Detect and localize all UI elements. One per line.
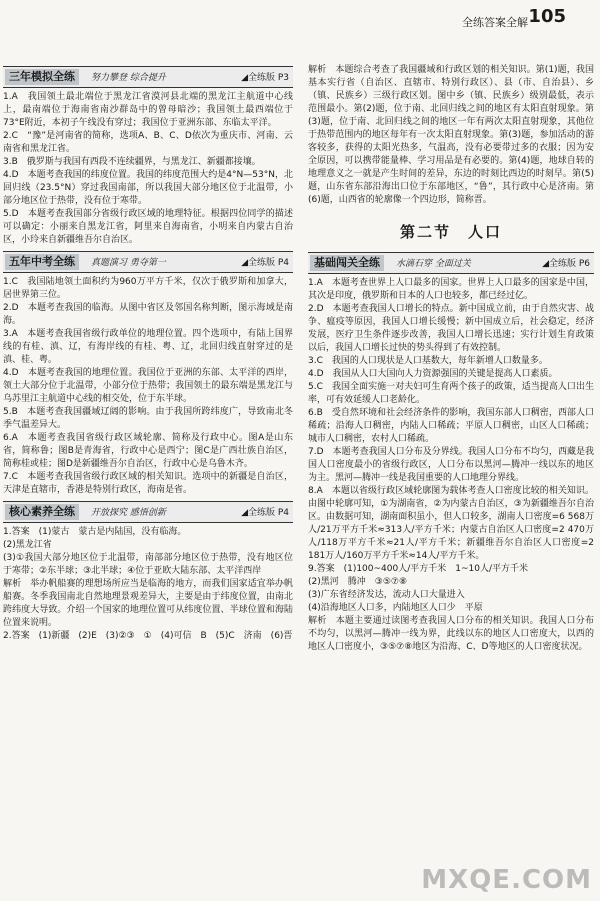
- answer-paragraph: 6.B 受自然环境和社会经济条件的影响，我国东部人口稠密，西部人口稀疏；沿海人口稠密，内陆人口稀疏；平原人口稠密，山区人口稀疏；城市人口稠密，农村人口稀疏。: [308, 408, 594, 444]
- page-header: [0, 6, 600, 30]
- answer-paragraph: 7.C 本题考查我国省级行政区域的相关知识。选项中的新疆是自治区，天津是直辖市，香港是特别行政区，海南是省。: [3, 472, 293, 495]
- section-label: 核心素养全练: [5, 504, 79, 520]
- section-bar: [3, 501, 293, 523]
- answer-paragraph: 4.D 我国从人口大国向人力资源强国的关键是提高人口素质。: [308, 369, 558, 379]
- answer-paragraph: 4.D 本题考查我国的纬度位置。我国的纬度范围大约是4°N—53°N，北回归线（23.5°N）穿过我国南部，所以我国大部分地区位于北温带，小部分地区位于热带，没有位于寒带。: [3, 170, 293, 206]
- answer-paragraph: (4)沿海地区人口多，内陆地区人口少 平原: [308, 603, 483, 613]
- answer-paragraph: 解析 举办帆船赛的理想场所应当是临海的地方，而我们国家适宜举办帆船赛。冬季我国南北自然地理景观差异大，主要是由于纬度位置，由南北跨纬度大导致。介绍一个国家的地理位置可从纬度位置、半球位置和海陆位置来说明。: [3, 579, 293, 628]
- section-tagline: 开放探究 感悟创新: [91, 508, 166, 518]
- answer-paragraph: 5.B 本题考查我国疆域辽阔的影响。由于我国所跨纬度广，导致南北冬季气温差异大。: [3, 407, 293, 430]
- watermark: MXQE.COM: [421, 865, 592, 895]
- answer-paragraph: 3.C 我国的人口现状是人口基数大，每年新增人口数量多。: [308, 356, 548, 366]
- answer-paragraph: (2)黑龙江省: [3, 540, 52, 550]
- answer-paragraph: 2.D 本题考查我国人口增长的特点。新中国成立前，由于自然灾害、战争、瘟疫等原因，我国人口增长缓慢；新中国成立后，社会稳定，经济发展，医疗卫生条件逐步改善，我国人口增长迅速；实行计划生育政策以后，我国人口增长过快的势头得到了有效控制。: [308, 304, 594, 353]
- page-number: 105: [528, 6, 566, 27]
- left-column: [3, 62, 293, 643]
- answer-paragraph: (3)广东省经济发达，流动人口大量进入: [308, 590, 465, 600]
- answer-paragraph: 1.C 我国陆地领土面积约为960万平方千米，仅次于俄罗斯和加拿大，居世界第三位。: [3, 277, 293, 300]
- answer-paragraph: 2.答案 (1)新疆 (2)E (3)②③ ① (4)可信 B (5)C 济南 (6)晋: [3, 631, 293, 641]
- section-label: 三年模拟全练: [5, 69, 79, 85]
- section-bar: [308, 252, 594, 274]
- header-title: 全练答案全解: [462, 16, 528, 29]
- answer-paragraph: 3.B 俄罗斯与我国有西段不连续疆界，与黑龙江、新疆都接壤。: [3, 157, 261, 167]
- answer-paragraph: 2.C “豫”是河南省的简称，选项A、B、C、D依次为重庆市、河南、云南省和黑龙江省。: [3, 131, 293, 154]
- answer-paragraph: 1.A 我国领土最北端位于黑龙江省漠河县北端的黑龙江主航道中心线上，最南端位于海南省南沙群岛中的曾母暗沙；我国领土最西端位于73°E附近，本初子午线没有穿过；我国位于亚洲东部、东临太平洋。: [3, 92, 293, 128]
- section-page-ref: ◢全练版 P4: [241, 508, 289, 518]
- section-tagline: 努力攀登 综合提升: [91, 73, 166, 83]
- answer-paragraph: 1.答案 (1)蒙古 蒙古是内陆国，没有临海。: [3, 527, 187, 537]
- section-label: 基础闯关全练: [310, 255, 384, 271]
- answer-paragraph: 1.A 本题考查世界上人口最多的国家。世界上人口最多的国家是中国，其次是印度，俄罗斯和日本的人口也较多，都已经过亿。: [308, 278, 594, 301]
- answer-paragraph: (3)①我国大部分地区位于北温带，南部部分地区位于热带，没有地区位于寒带；②东半球；③北半球；④位于亚欧大陆东部、太平洋西岸: [3, 553, 293, 576]
- section-tagline: 真题演习 勇夺第一: [91, 258, 166, 268]
- answer-paragraph: 9.答案 (1)100~400人/平方千米 1~10人/平方千米: [308, 564, 529, 574]
- answer-paragraph: 解析 本题综合考查了我国疆域和行政区划的相关知识。第(1)题，我国基本实行省（自治区、直辖市、特别行政区）、县（市、自治县）、乡（镇、民族乡）三级行政区划。图中乡（镇、民族乡）级别最低，表示范围最小。第(2)题，位于南、北回归线之间的地区有太阳直射现象。第(3)题，位于南、北回归线之间的地区一年有两次太阳直射现象，其他位于热带范围内的地区每年有一次太阳直射现象。第(3)题，参加活动的游客较多，获得的太阳光热多，气温高，没有必要带过多的衣服；因为安全原因，可以携带能量棒、学习用品是有必要的。第(4)题，地球自转的地理意义之一就是产生时间的差异，东边的时刻比西边的时刻早。第(5)题，山东省东部沿海出口位于东部地区，“鲁”，其行政中心是济南。第(6)题，山西省的轮廓像一个四边形，简称晋。: [308, 65, 594, 205]
- answer-paragraph: 2.D 本题考查我国的临海。从图中省区及邻国名称判断，图示海域是南海。: [3, 303, 293, 326]
- section-title: 第二节 人口: [399, 223, 502, 241]
- section-page-ref: ◢全练版 P6: [542, 259, 590, 269]
- answer-paragraph: (2)黑河 腾冲 ③⑤⑦⑧: [308, 577, 408, 587]
- answer-paragraph: 6.A 本题考查我国省级行政区域轮廓、简称及行政中心。图A是山东省，简称鲁；图B是青海省，行政中心是西宁；图C是广西壮族自治区，简称桂或桂；图D是新疆维吾尔自治区，行政中心是乌鲁木齐。: [3, 433, 293, 469]
- section-page-ref: ◢全练版 P3: [241, 73, 289, 83]
- answer-paragraph: 8.A 本题以省级行政区域轮廓图为载体考查人口密度比较的相关知识。由图中轮廓可知，①为湖南省，②为内蒙古自治区，③为新疆维吾尔自治区。由数据可知，湖南面积虽小，但人口较多，湖南人口密度=6 568万人/21万平方千米≈313人/平方千米；内蒙古自治区人口密度=2 470万人/118万平方千米≈21人/平方千米；新疆维吾尔自治区人口密度=2 181万人/160万平方千米≈14人/平方千米。: [308, 486, 594, 561]
- section-page-ref: ◢全练版 P4: [241, 258, 289, 268]
- right-column: [308, 64, 594, 654]
- section-bar: [3, 251, 293, 273]
- answer-paragraph: 7.D 本题考查我国人口分布及分界线。我国人口分布不均匀，西藏是我国人口密度最小的省级行政区，人口分布以黑河—腾冲一线以东的地区为主。黑河—腾冲一线是我国重要的人口地理分界线。: [308, 447, 594, 483]
- section-bar: [3, 66, 293, 88]
- answer-paragraph: 5.C 我国全面实施一对夫妇可生育两个孩子的政策，适当提高人口出生率，可有效延缓人口老龄化。: [308, 382, 594, 405]
- answer-paragraph: 5.D 本题考查我国部分省级行政区域的地理特征。根据四位同学的描述可以确定：小丽来自黑龙江省，阿里来自海南省，小明来自内蒙古自治区，小玲来自新疆维吾尔自治区。: [3, 209, 293, 245]
- answer-paragraph: 解析 本题主要通过读图考查我国人口分布的相关知识。我国人口分布不均匀，以黑河—腾冲一线为界，此线以东的地区人口密度大，以西的地区人口密度小，③⑤⑦⑧地区为沿海、C、D等地区的人口密度状况。: [308, 616, 594, 652]
- answer-paragraph: 3.A 本题考查我国省级行政单位的地理位置。四个选项中，有陆上国界线的有桂、滇、辽，有海岸线的有桂、粤、辽，北回归线直射穿过的是滇、桂、粤。: [3, 329, 293, 365]
- section-label: 五年中考全练: [5, 254, 79, 270]
- answer-paragraph: 4.D 本题考查我国的地理位置。我国位于亚洲的东部、太平洋的西岸，领土大部分位于北温带，小部分位于热带；我国领土的最东端是黑龙江与乌苏里江主航道中心线的相交处，位于东半球。: [3, 368, 293, 404]
- section-tagline: 水滴石穿 全面过关: [396, 259, 471, 269]
